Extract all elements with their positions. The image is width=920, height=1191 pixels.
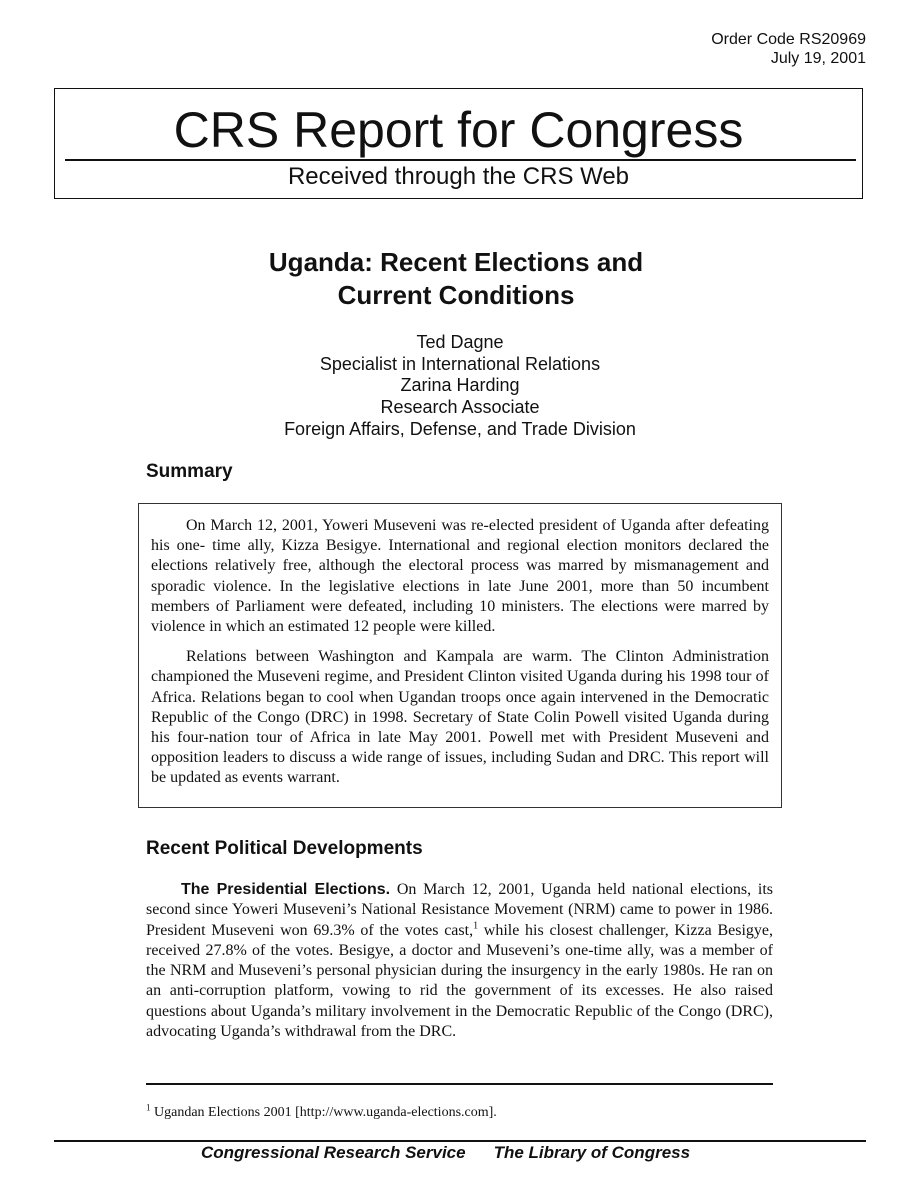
banner-rule xyxy=(65,159,856,161)
report-date: July 19, 2001 xyxy=(770,50,866,67)
summary-heading: Summary xyxy=(146,461,233,482)
footer-crs: Congressional Research Service xyxy=(201,1143,466,1162)
order-info xyxy=(711,30,866,68)
author-title: Specialist in International Relations xyxy=(319,353,601,374)
author-title: Research Associate xyxy=(380,397,540,418)
footnote xyxy=(146,1104,497,1121)
report-title-line2: Current Conditions xyxy=(337,280,575,310)
author-name: Ted Dagne xyxy=(416,332,504,352)
paragraph-text: On March 12, 2001, Uganda held national elections, its second since Yoweri Museveni’s National Resistance Movement (NRM) came to power in 1986. President Museveni won 69.3% of the votes cast, xyxy=(146,881,774,939)
report-banner xyxy=(54,88,863,199)
order-code: Order Code RS20969 xyxy=(711,31,866,48)
author-name: Zarina Harding xyxy=(400,375,520,396)
summary-box xyxy=(138,503,782,808)
footnote-rule xyxy=(146,1083,773,1085)
footer-rule xyxy=(54,1140,866,1142)
paragraph-lead: The Presidential Elections. xyxy=(181,881,391,898)
footnote-number: 1 xyxy=(146,1102,151,1113)
section-heading: Recent Political Developments xyxy=(146,838,423,859)
report-title-line1: Uganda: Recent Elections and xyxy=(268,247,644,277)
banner-subtitle: Received through the CRS Web xyxy=(287,163,630,190)
summary-paragraph: Relations between Washington and Kampala are warm. The Clinton Administration championed the Museveni regime, and President Clinton visited Uganda during his 1998 tour of Africa. Relations began to cool when Ugandan troops once again intervened in the Democratic Republic of the Congo (DRC) in 1998. Secretary of State Colin Powell visited Uganda during his four-nation tour of Africa in late May 2001. Powell met with President Museveni and opposition leaders to discuss a wide range of issues, including Sudan and DRC. This report will be updated as events warrant. xyxy=(151,648,769,787)
division-name: Foreign Affairs, Defense, and Trade Division xyxy=(284,418,636,439)
paragraph-text: while his closest challenger, Kizza Besigye, received 27.8% of the votes. Besigye, a doctor and Museveni’s one-time ally, was a member of the NRM and Museveni’s personal physician during the insurgency in the early 1980s. He ran on an anti-corruption platform, vowing to rid the government of its excesses. He also raised questions about Uganda’s military involvement in the Democratic Republic of the Congo (DRC), advocating Uganda’s withdrawal from the DRC. xyxy=(146,921,773,1041)
footer-loc: The Library of Congress xyxy=(493,1143,691,1162)
report-title xyxy=(0,246,912,312)
footnote-text: Ugandan Elections 2001 [http://www.uganda-elections.com]. xyxy=(150,1105,497,1120)
body-paragraph xyxy=(146,880,773,1042)
footnote-reference[interactable]: 1 xyxy=(473,920,479,932)
summary-paragraph: On March 12, 2001, Yoweri Museveni was re-elected president of Uganda after defeating his one- time ally, Kizza Besigye. International and regional election monitors declared the elections relatively free, although the electoral process was marred by mismanagement and sporadic violence. In the legislative elections in late June 2001, more than 50 incumbent members of Parliament were defeated, including 10 ministers. The elections were marred by violence in which an estimated 12 people were killed. xyxy=(151,517,769,636)
banner-title: CRS Report for Congress xyxy=(173,102,744,158)
author-block xyxy=(0,332,920,441)
page-footer xyxy=(201,1143,690,1163)
